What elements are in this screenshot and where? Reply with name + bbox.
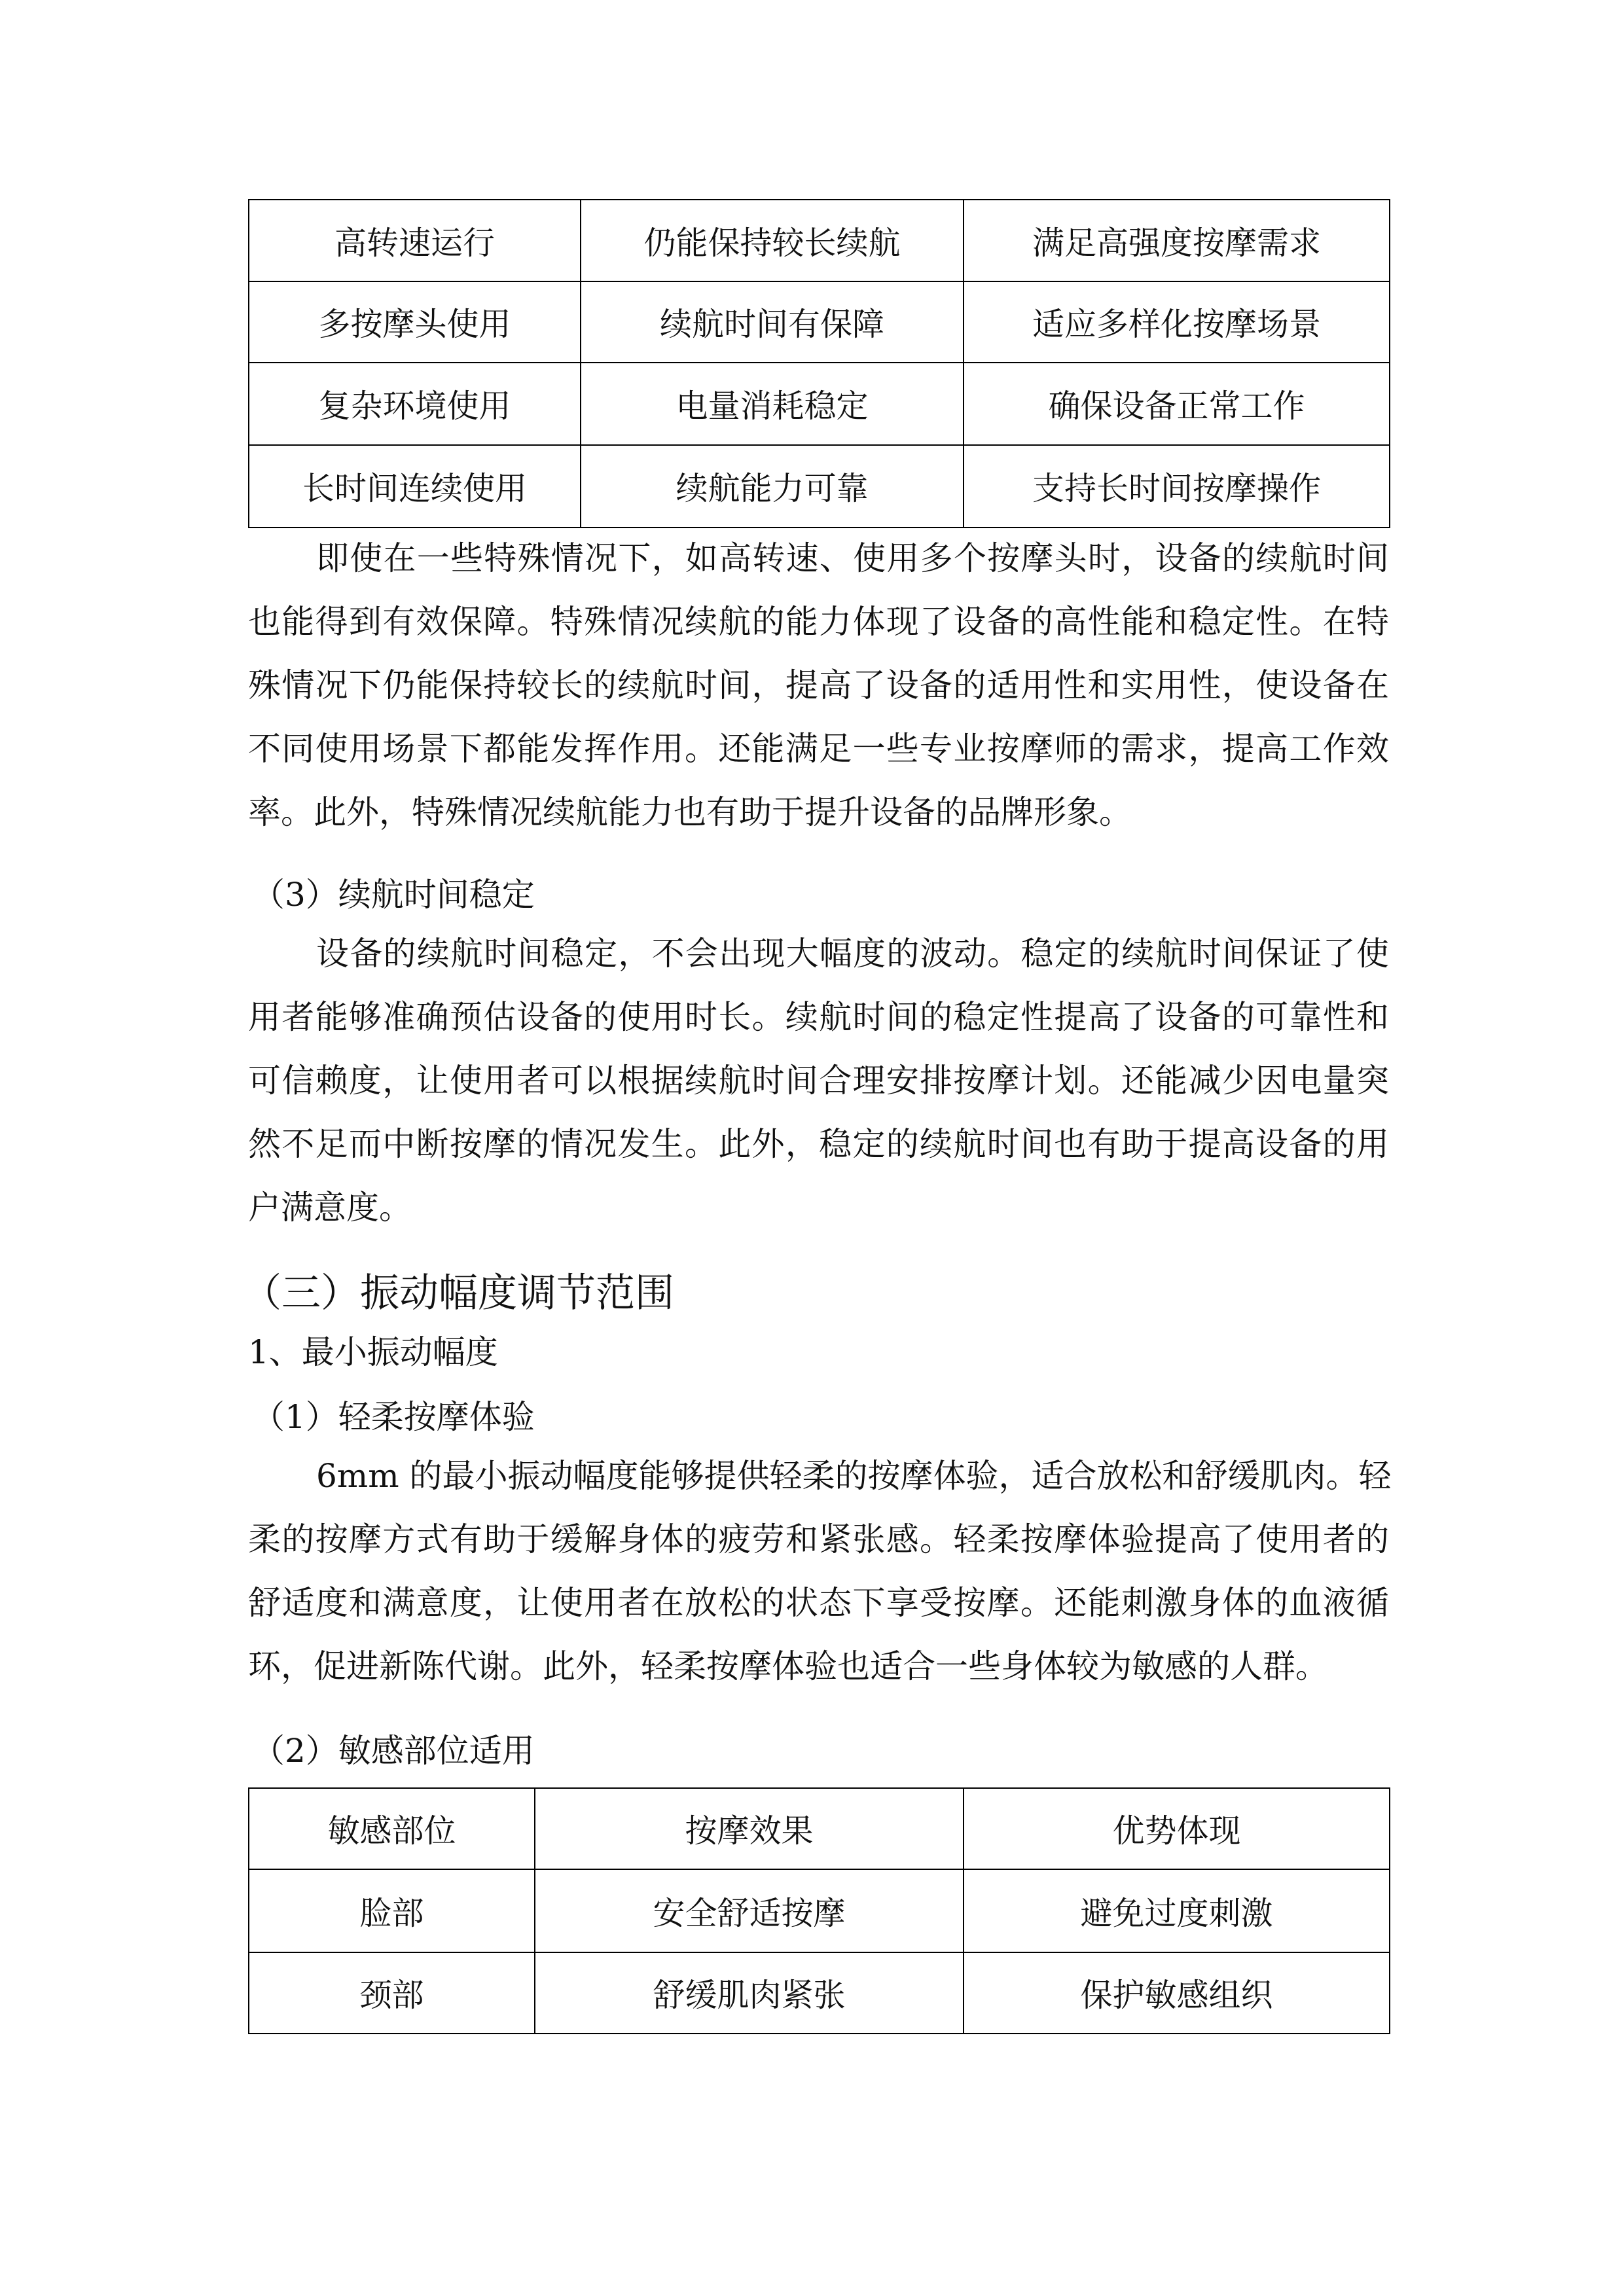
subheading-battery-stable: （3）续航时间稳定 (252, 876, 535, 914)
table-header-row (249, 1788, 1390, 1869)
table-cell: 电量消耗稳定 (581, 363, 964, 445)
text-line: 环，促进新陈代谢。此外，轻柔按摩体验也适合一些身体较为敏感的人群。 (248, 1647, 1328, 1685)
text-line: 然不足而中断按摩的情况发生。此外，稳定的续航时间也有助于提高设备的用 (248, 1125, 1389, 1163)
text-line: 可信赖度，让使用者可以根据续航时间合理安排按摩计划。还能减少因电量突 (248, 1062, 1389, 1100)
table-row (249, 281, 1390, 363)
table-row (249, 1952, 1390, 2034)
table-cell: 避免过度刺激 (964, 1869, 1390, 1952)
table-row (249, 445, 1390, 528)
table-cell: 保护敏感组织 (964, 1952, 1390, 2034)
table-cell: 高转速运行 (249, 200, 581, 281)
table-cell: 适应多样化按摩场景 (964, 281, 1390, 363)
sensitive-areas-table (248, 1787, 1390, 2034)
section-heading: （三）振动幅度调节范围 (242, 1270, 674, 1316)
text-line: 柔的按摩方式有助于缓解身体的疲劳和紧张感。轻柔按摩体验提高了使用者的 (248, 1520, 1389, 1558)
text-line: 设备的续航时间稳定，不会出现大幅度的波动。稳定的续航时间保证了使 (316, 935, 1389, 973)
table-cell: 舒缓肌肉紧张 (535, 1952, 964, 2034)
subsection-heading: 1、最小振动幅度 (248, 1333, 498, 1371)
table-header-cell: 优势体现 (964, 1788, 1390, 1869)
table-cell: 支持长时间按摩操作 (964, 445, 1390, 528)
text-line: 率。此外，特殊情况续航能力也有助于提升设备的品牌形象。 (248, 793, 1132, 831)
table-cell: 续航能力可靠 (581, 445, 964, 528)
table-header-cell: 敏感部位 (249, 1788, 535, 1869)
table-row (249, 363, 1390, 445)
battery-scenarios-table (248, 199, 1390, 528)
table-header-cell: 按摩效果 (535, 1788, 964, 1869)
text-line: 即使在一些特殊情况下，如高转速、使用多个按摩头时，设备的续航时间 (316, 539, 1389, 577)
table-cell: 脸部 (249, 1869, 535, 1952)
table-cell: 确保设备正常工作 (964, 363, 1390, 445)
table-cell: 满足高强度按摩需求 (964, 200, 1390, 281)
table-cell: 长时间连续使用 (249, 445, 581, 528)
subheading-gentle-massage: （1）轻柔按摩体验 (252, 1398, 535, 1436)
table-cell: 颈部 (249, 1952, 535, 2034)
text-line: 不同使用场景下都能发挥作用。还能满足一些专业按摩师的需求，提高工作效 (248, 730, 1389, 768)
text-line: 用者能够准确预估设备的使用时长。续航时间的稳定性提高了设备的可靠性和 (248, 998, 1389, 1036)
text-line: 也能得到有效保障。特殊情况续航的能力体现了设备的高性能和稳定性。在特 (248, 603, 1389, 641)
table-cell: 续航时间有保障 (581, 281, 964, 363)
table-cell: 复杂环境使用 (249, 363, 581, 445)
table-cell: 多按摩头使用 (249, 281, 581, 363)
table-row (249, 1869, 1390, 1952)
text-line: 殊情况下仍能保持较长的续航时间，提高了设备的适用性和实用性，使设备在 (248, 666, 1389, 704)
text-line: 舒适度和满意度，让使用者在放松的状态下享受按摩。还能刺激身体的血液循 (248, 1584, 1389, 1622)
text-line: 6mm 的最小振动幅度能够提供轻柔的按摩体验，适合放松和舒缓肌肉。轻 (316, 1457, 1392, 1495)
table-cell: 安全舒适按摩 (535, 1869, 964, 1952)
table-row (249, 200, 1390, 281)
subheading-sensitive-areas: （2）敏感部位适用 (252, 1732, 535, 1770)
table-cell: 仍能保持较长续航 (581, 200, 964, 281)
text-line: 户满意度。 (248, 1189, 412, 1227)
